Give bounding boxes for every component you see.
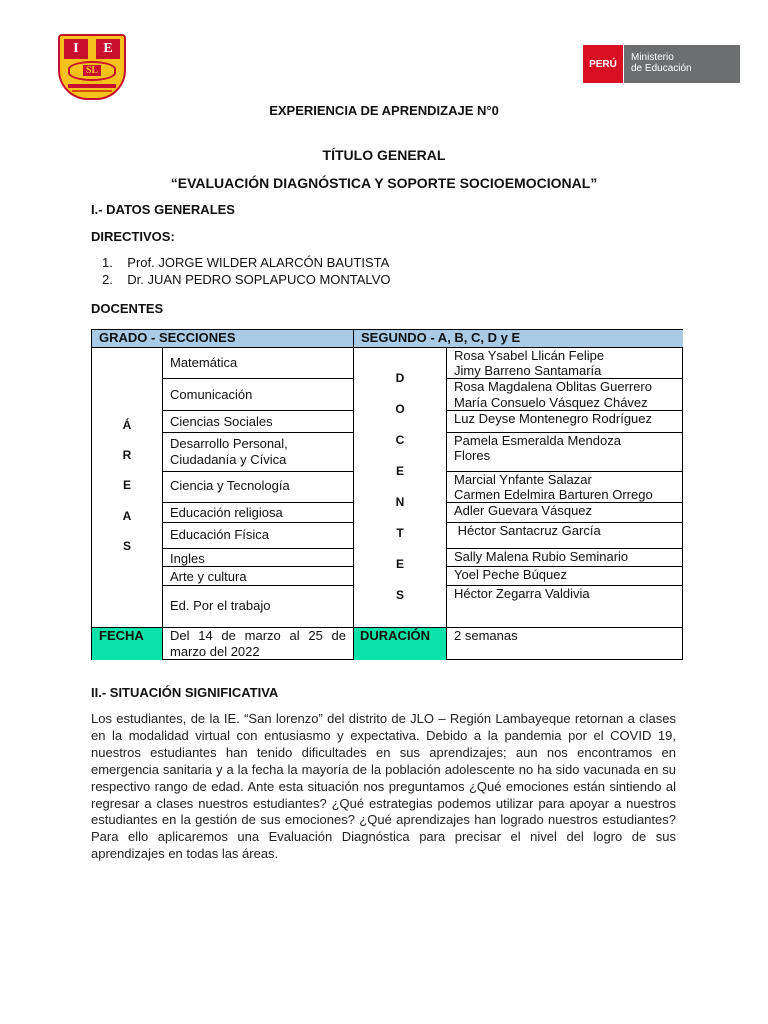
list-item: 2. Dr. JUAN PEDRO SOPLAPUCO MONTALVO (102, 272, 391, 287)
table-row: Marcial Ynfante Salazar Carmen Edelmira Barturen Orrego (446, 471, 683, 502)
docentes-table (91, 329, 683, 660)
table-row: Yoel Peche Búquez (446, 566, 683, 585)
table-header-seccion: SEGUNDO - A, B, C, D y E (353, 330, 683, 347)
crest-letter-right: E (96, 39, 120, 59)
table-row: Sally Malena Rubio Seminario (446, 548, 683, 566)
table-row: Ingles (162, 548, 353, 566)
table-row: Ed. Por el trabajo (162, 585, 353, 627)
situation-paragraph: Los estudiantes, de la IE. “San lorenzo” del distrito de JLO – Región Lambayeque retornan a clases en la modalidad virtual con entusiasmo y expectativa. Debido a la pandemia por el COVID 19, nuestros estudiantes han tenido dificultades en sus aprendizajes; aun nos encontramos en emergencia sanitaria y a la fecha la mayoría de la población adolescente no ha sido vacunada en su respectivo rango de edad. Ante esta situación nos preguntamos ¿Qué emociones están sintiendo al regresar a clases nuestros estudiantes? ¿Qué estrategias podemos utilizar para apoyar a nuestros estudiantes en la gestión de sus emociones? ¿Qué aprendizajes han logrado nuestros estudiantes? Para ello aplicaremos una Evaluación Diagnóstica para precisar el nivel del logro de sus aprendizajes en todas las áreas. (91, 711, 676, 862)
fecha-value: Del 14 de marzo al 25 de marzo del 2022 (162, 627, 353, 660)
table-row: Educación Física (162, 522, 353, 548)
list-item: 1. Prof. JORGE WILDER ALARCÓN BAUTISTA (102, 255, 390, 270)
table-row: Ciencia y Tecnología (162, 471, 353, 502)
table-row: Héctor Santacruz García (446, 522, 683, 548)
table-row: Comunicación (162, 378, 353, 410)
crest-letter-left: I (64, 39, 88, 59)
duracion-label: DURACIÓN (353, 627, 446, 660)
fecha-label: FECHA (92, 627, 162, 660)
crest-initials: SL (83, 65, 101, 76)
school-crest-logo (58, 34, 126, 100)
docentes-label: DOCENTES (91, 301, 164, 316)
document-heading: EXPERIENCIA DE APRENDIZAJE N°0 (269, 103, 499, 118)
table-row: Desarrollo Personal, Ciudadanía y Cívica (162, 432, 353, 471)
table-header-grado: GRADO - SECCIONES (92, 330, 353, 347)
table-row: Adler Guevara Vásquez (446, 502, 683, 522)
table-row: Arte y cultura (162, 566, 353, 585)
directivos-label: DIRECTIVOS: (91, 229, 175, 244)
table-row: Pamela Esmeralda Mendoza Flores (446, 432, 683, 471)
ministry-country: PERÚ (583, 45, 623, 83)
table-row: Rosa Magdalena Oblitas Guerrero María Consuelo Vásquez Chávez (446, 378, 683, 410)
docentes-vertical-label: D O C E N T E S (353, 347, 446, 627)
areas-vertical-label: Á R E A S (92, 347, 162, 627)
general-title-label: TÍTULO GENERAL (322, 147, 446, 163)
table-row: Ciencias Sociales (162, 410, 353, 432)
table-row: Educación religiosa (162, 502, 353, 522)
section-datos-generales: I.- DATOS GENERALES (91, 202, 235, 217)
table-row: Luz Deyse Montenegro Rodríguez (446, 410, 683, 432)
table-row: Rosa Ysabel Llicán Felipe Jimy Barreno Santamaría (446, 347, 683, 378)
ministry-logo (583, 45, 740, 83)
table-row: Héctor Zegarra Valdivia (446, 585, 683, 627)
ministry-line2: de Educación (631, 63, 692, 74)
section-situacion-significativa: II.- SITUACIÓN SIGNIFICATIVA (91, 685, 279, 700)
general-title: “EVALUACIÓN DIAGNÓSTICA Y SOPORTE SOCIOEMOCIONAL” (170, 175, 598, 191)
ministry-line1: Ministerio (631, 52, 674, 63)
duracion-value: 2 semanas (446, 627, 683, 660)
table-row: Matemática (162, 347, 353, 378)
